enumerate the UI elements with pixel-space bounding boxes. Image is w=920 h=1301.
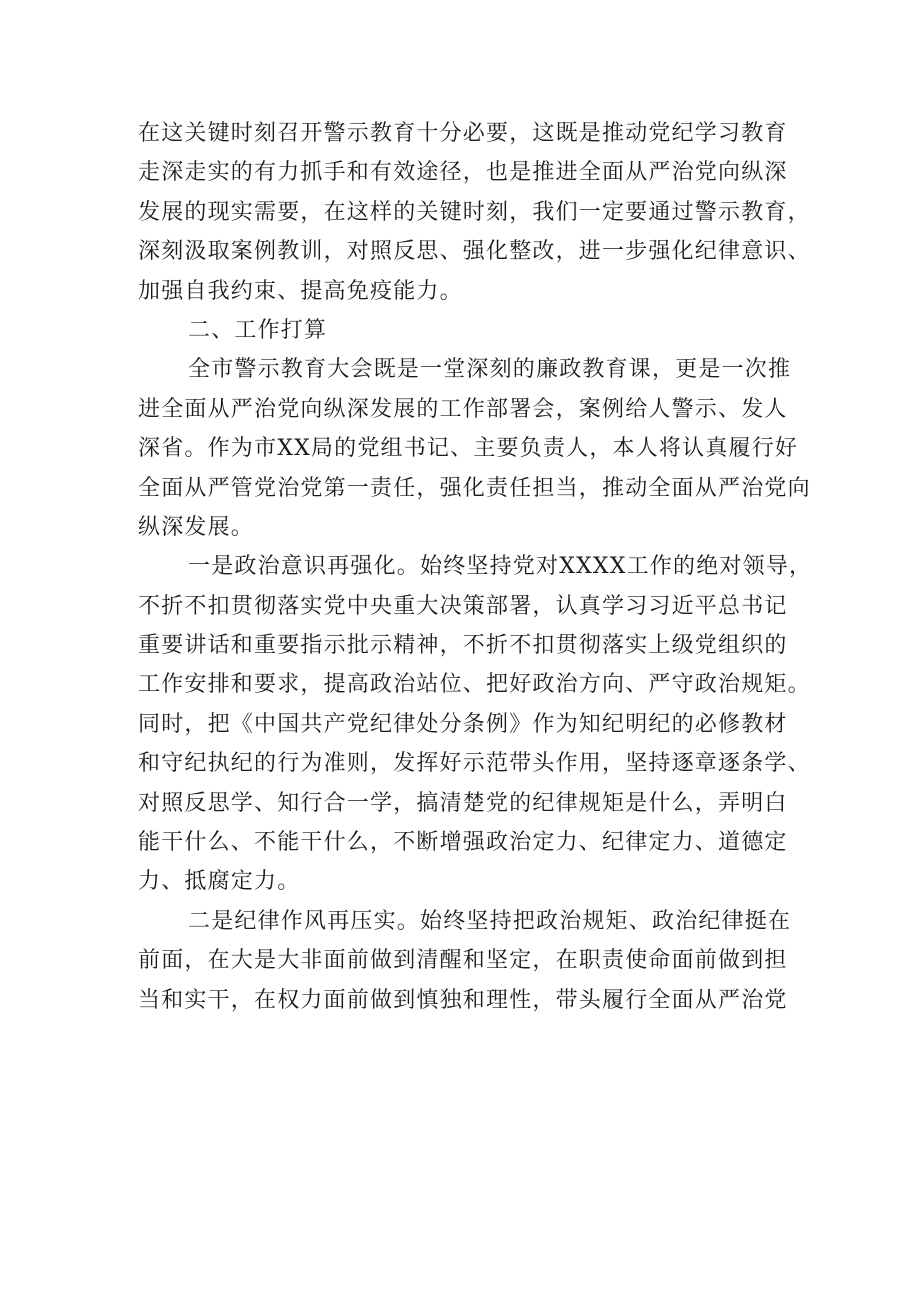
p1-line-5: 加强自我约束、提高免疫能力。 bbox=[138, 278, 463, 304]
p4-line-1: 二是纪律作风再压实。始终坚持把政治规矩、政治纪律挺在 bbox=[188, 908, 792, 934]
p3-line-8: 能干什么、不能干什么，不断增强政治定力、纪律定力、道德定 bbox=[138, 830, 788, 856]
p3-line-1: 一是政治意识再强化。始终坚持党对XXXX工作的绝对领导， bbox=[188, 554, 813, 580]
p3-line-5: 同时，把《中国共产党纪律处分条例》作为知纪明纪的必修教材 bbox=[138, 711, 788, 737]
section-heading: 二、工作打算 bbox=[188, 317, 328, 343]
p1-line-3: 发展的现实需要，在这样的关键时刻，我们一定要通过警示教育， bbox=[138, 199, 811, 225]
p3-line-7: 对照反思学、知行合一学，搞清楚党的纪律规矩是什么，弄明白 bbox=[138, 790, 788, 816]
p2-line-4: 全面从严管党治党第一责任，强化责任担当，推动全面从严治党向 bbox=[138, 475, 811, 501]
p1-line-4: 深刻汲取案例教训，对照反思、强化整改，进一步强化纪律意识、 bbox=[138, 239, 811, 265]
p3-line-6: 和守纪执纪的行为准则，发挥好示范带头作用，坚持逐章逐条学、 bbox=[138, 751, 811, 777]
document-body bbox=[138, 114, 813, 1020]
p4-line-3: 当和实干，在权力面前做到慎独和理性，带头履行全面从严治党 bbox=[138, 987, 788, 1013]
p3-line-4: 工作安排和要求，提高政治站位、把好政治方向、严守政治规矩。 bbox=[138, 672, 811, 698]
p2-line-5: 纵深发展。 bbox=[138, 514, 255, 540]
p2-line-1: 全市警示教育大会既是一堂深刻的廉政教育课，更是一次推 bbox=[188, 357, 792, 383]
p4-line-2: 前面，在大是大非面前做到清醒和坚定，在职责使命面前做到担 bbox=[138, 948, 788, 974]
p1-line-1: 在这关键时刻召开警示教育十分必要，这既是推动党纪学习教育 bbox=[138, 121, 788, 146]
p2-line-2: 进全面从严治党向纵深发展的工作部署会，案例给人警示、发人 bbox=[138, 396, 788, 422]
p3-line-9: 力、抵腐定力。 bbox=[138, 869, 301, 895]
p1-line-2: 走深走实的有力抓手和有效途径，也是推进全面从严治党向纵深 bbox=[138, 160, 788, 186]
p3-line-2: 不折不扣贯彻落实党中央重大决策部署，认真学习习近平总书记 bbox=[138, 593, 788, 619]
p2-line-3: 深省。作为市XX局的党组书记、主要负责人，本人将认真履行好 bbox=[138, 436, 799, 462]
p3-line-3: 重要讲话和重要指示批示精神，不折不扣贯彻落实上级党组织的 bbox=[138, 633, 788, 659]
